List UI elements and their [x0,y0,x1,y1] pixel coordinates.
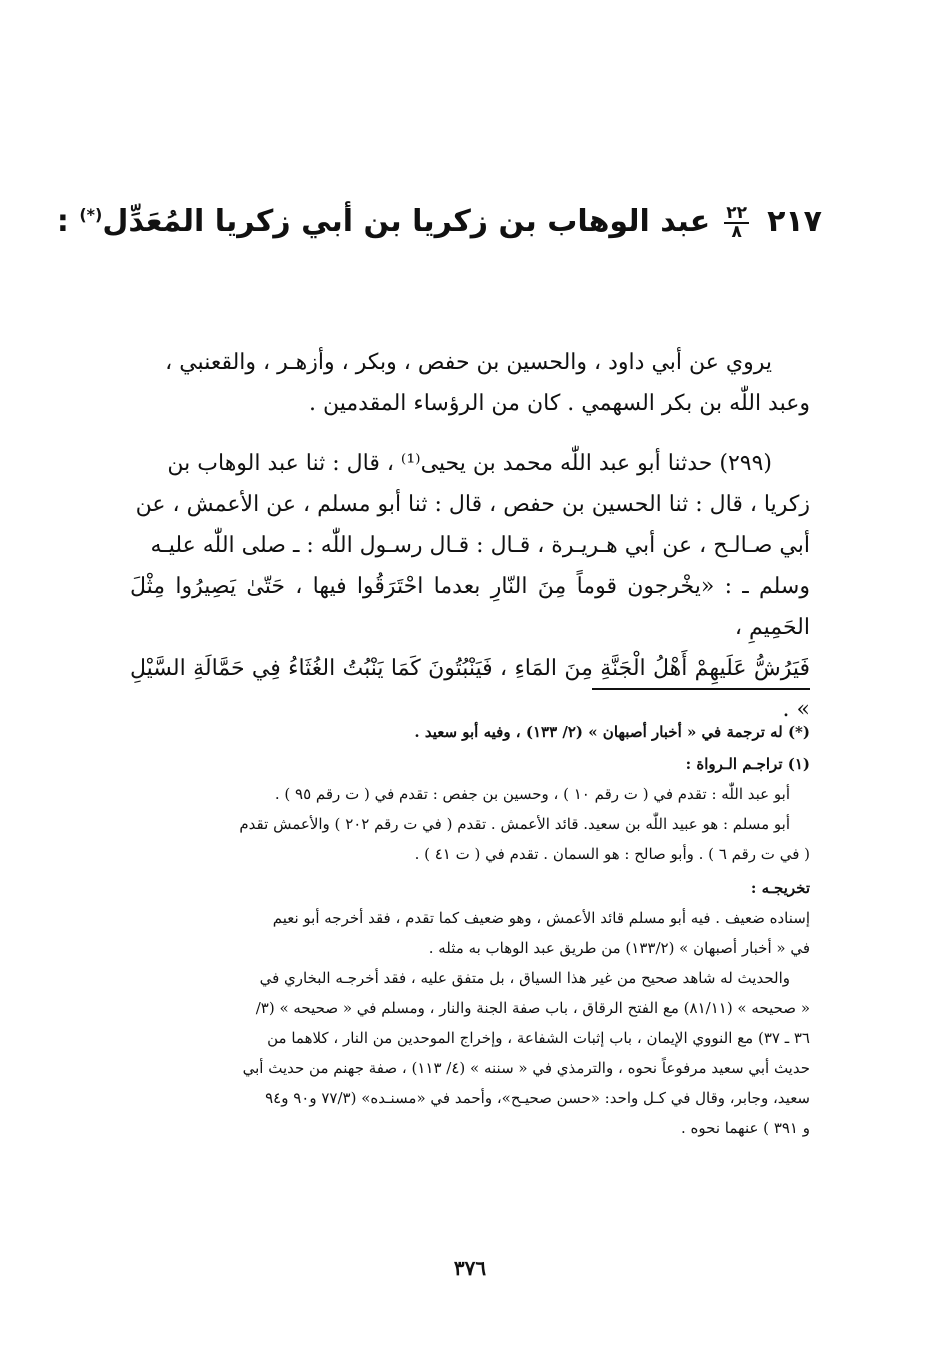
footnote-marker: (*) [79,205,103,224]
hadith-line: أبي صـالـح ، عن أبي هـريـرة ، قـال : قـال رسـول اللّٰه : ـ صلى اللّٰه عليـه [150,533,810,558]
hadith-line: زكريا ، قال : ثنا الحسين بن حفص ، قال : ثنا أبو مسلم ، عن الأعمش ، عن [135,492,810,517]
hadith-line: فَيَرُشُّ عَلَيهِمْ أَهْلُ الْجَنَّةِ مِنَ المَاءِ ، فَيَنْبُتُونَ كَمَا يَنْبُتُ الغُثَاءُ فِي حَمَّالَةِ السَّيْلِ » . [130,656,810,722]
footnote-line: و ٣٩١ ) عنهما نحوه . [681,1119,810,1137]
footnote-line: سعيد، وجابر، وقال في كـل واحد: «حسن صحيـح»، وأحمد في «مسنـده» (٧٧/٣ و٩٠ و٩٤ [265,1089,810,1107]
fraction-top: ٢٢ [726,202,748,223]
hadith-line: (٢٩٩) حدثنا أبو عبد اللّٰه محمد بن يحيى⁽¹⁾ ، قال : ثنا عبد الوهاب بن [167,451,772,476]
footnote-line: « صحيحه » (٨١/١١) مع الفتح الرقاق ، باب صفة الجنة والنار ، ومسلم في « صحيحه » (٣/ [255,999,810,1017]
page-number: ٣٧٦ [453,1256,487,1280]
takhrij-heading: تخريجـه : [750,879,810,897]
hadith-line: وسلم ـ : «يخْرجون قوماً مِنَ النّارِ بعدما احْتَرَقُوا فيها ، حَتّىٰ يَصِيرُوا مِثْلَ الحَمِيمِ ، [130,574,810,640]
footnote-line: حديث أبي سعيد مرفوعاً نحوه ، والترمذي في « سننه » (٤/ ١١٣) ، صفة جهنم من حديث أبي [242,1059,810,1077]
footnote-line: أبو مسلم : هو عبيد اللّٰه بن سعيد. قائد الأعمش . تقدم ( في ت رقم ٢٠٢ ) والأعمش تقدم [239,815,790,833]
entry-fraction [724,202,749,242]
footnote-line: ( في ت رقم ٦ ) . وأبو صالح : هو السمان . تقدم في ( ت ٤١ ) . [414,845,810,863]
intro-line: يروي عن أبي داود ، والحسين بن حفص ، وبكر ، وأزهـر ، والقعنبي ، [165,350,772,375]
intro-paragraph [130,342,810,424]
footnotes [130,717,810,1143]
entry-name: عبد الوهاب بن زكريا بن أبي زكريا المُعَدِّل [102,204,711,239]
footnote-line: إسناده ضعيف . فيه أبو مسلم قائد الأعمش ، وهو ضعيف كما تقدم ، فقد أخرجه أبو نعيم [272,909,810,927]
entry-colon: : [56,204,69,239]
hadith-paragraph [130,443,810,730]
footnote-divider [592,688,810,690]
entry-heading [56,185,822,252]
footnote-line: في « أخبار أصبهان » (١٣٣/٢) من طريق عبد الوهاب به مثله . [428,939,810,957]
entry-number: ٢١٧ [767,204,822,239]
footnote-star: (*) له ترجمة في « أخبار أصبهان » (٢/ ١٣٣) ، وفيه أبو سعيد . [414,723,810,741]
fraction-bottom: ٨ [731,221,742,242]
intro-line: وعبد اللّٰه بن بكر السهمي . كان من الرؤساء المقدمين . [309,391,810,416]
footnote-line: أبو عبد اللّٰه : تقدم في ( ت رقم ١٠ ) ، وحسين بن جفص : تقدم في ( ت رقم ٩٥ ) . [274,785,790,803]
footnote-line: والحديث له شاهد صحيح من غير هذا السياق ، بل متفق عليه ، فقد أخرجـه البخاري في [259,969,790,987]
narrators-heading: (١) تراجـم الـرواة : [685,755,810,773]
footnote-line: ٣٦ ـ ٣٧) مع النووي الإيمان ، باب إثبات الشفاعة ، وإخراج الموحدين من النار ، كلاهما من [267,1029,810,1047]
